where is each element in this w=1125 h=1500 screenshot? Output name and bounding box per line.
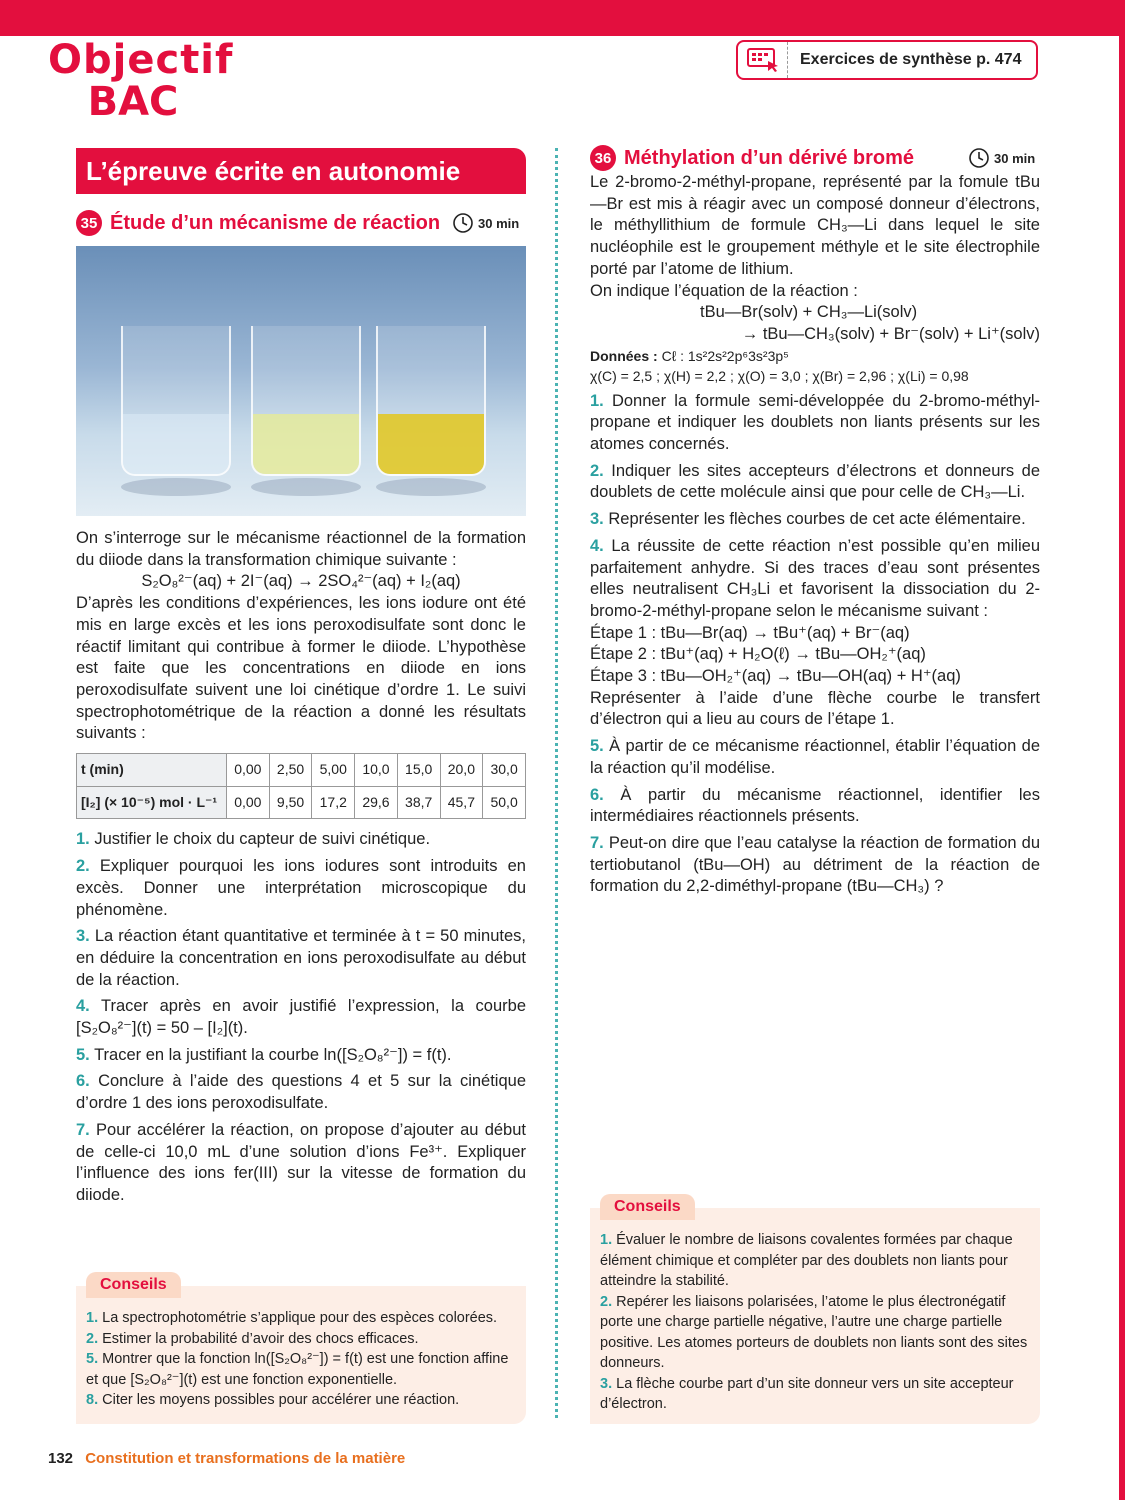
top-red-bar [0, 0, 1125, 36]
ex35-conseils-box [76, 1276, 526, 1424]
ex36-data: Données : Cℓ : 1s²2s²2p⁶3s²3p⁵ [590, 347, 789, 364]
question: 3. La réaction étant quantitative et terminée à t = 50 minutes, en déduire la concentration en ions peroxodisulfate au début de la réaction. [76, 927, 526, 989]
touch-screen-icon [738, 42, 788, 78]
beaker-yellow [376, 326, 486, 476]
objectif-bac-logo: Objectif BAC [48, 37, 234, 125]
table-row: t (min) 0,00 2,50 5,00 10,0 15,0 20,0 30,0 [77, 754, 526, 787]
exercise-36-body [590, 172, 1040, 903]
question: 4. Tracer après en avoir justifié l’expression, la courbe [S₂O₈²⁻](t) = 50 – [I₂](t). [76, 997, 526, 1038]
question: 4. La réussite de cette réaction n’est possible qu’en milieu parfaitement anhydre. Si des traces d’eau sont présentes elles neutralisent CH₃Li et favorisent la dissociation du 2-bromo-2-méthyl-propane selon le mécanisme suivant : [590, 536, 1040, 620]
question: 3. Représenter les flèches courbes de cet acte élémentaire. [590, 510, 1026, 529]
exercise-title: Méthylation d’un dérivé bromé [624, 146, 915, 169]
mechanism-step: Étape 1 : tBu—Br(aq) → tBu⁺(aq) + Br⁻(aq) [590, 623, 910, 642]
synthesis-exercises-link[interactable] [736, 40, 1038, 80]
page-footer [48, 1450, 405, 1467]
question: 1. Donner la formule semi-développée du 2-bromo-méthyl-propane et indiquer les doublets non liants présents sur les atomes concernés. [590, 391, 1040, 454]
ex36-eq-line2: → tBu—CH₃(solv) + Br⁻(solv) + Li⁺(solv) [741, 324, 1040, 343]
ex36-eq-line1: tBu—Br(solv) + CH₃—Li(solv) [700, 303, 918, 322]
exercise-title: Étude d’un mécanisme de réaction [110, 211, 441, 234]
kinetics-table [76, 753, 526, 819]
mechanism-step: Étape 3 : tBu—OH₂⁺(aq) → tBu—OH(aq) + H⁺(aq) [590, 667, 961, 686]
ex35-hypothesis: D’après les conditions d’expériences, les ions iodure ont été mis en large excès et les ions peroxodisulfate sont donc le réactif limitant qui contribue à former le diiode. L’hypothèse est faite que les concentrations en diiode en ions peroxodisulfate suivent une loi cinétique d’ordre 1. Le suivi spectrophotométrique de la réaction a donné les résultats suivants : [76, 594, 526, 743]
table-header-time: t (min) [77, 754, 227, 787]
question: 5. Tracer en la justifiant la courbe ln([S₂O₈²⁻]) = f(t). [76, 1045, 452, 1064]
question: 6. À partir du mécanisme réactionnel, identifier les intermédiaires réactionnels présents. [590, 785, 1040, 826]
ex35-intro: On s’interroge sur le mécanisme réactionnel de la formation du diiode dans la transformation chimique suivante : [76, 529, 526, 569]
table-row: [I₂] (× 10⁻⁵) mol · L⁻¹ 0,00 9,50 17,2 29,6 38,7 45,7 50,0 [77, 786, 526, 819]
ex36-electronegativity: χ(C) = 2,5 ; χ(H) = 2,2 ; χ(O) = 3,0 ; χ(Br) = 2,96 ; χ(Li) = 0,98 [590, 367, 969, 384]
hint: 2. Estimer la probabilité d’avoir des chocs efficaces. [86, 1330, 419, 1347]
conseils-label: Conseils [600, 1194, 695, 1220]
ex36-intro: Le 2-bromo-2-méthyl-propane, représenté par la fomule tBu—Br est mis à réagir avec un composé donneur d’électrons, le méthyllithium de formule CH₃—Li dans lequel le site nucléophile est le groupement méthyle et le site électrophile porté par l’atome de lithium. [590, 173, 1040, 278]
question: 1. Justifier le choix du capteur de suivi cinétique. [76, 830, 431, 849]
question: 7. Pour accélérer la réaction, on propose d’ajouter au début de celle-ci 10,0 mL d’une solution d’ions Fe³⁺. Expliquer l’influence des ions fer(III) sur la vitesse de formation du diiode. [76, 1120, 526, 1204]
question: 2. Expliquer pourquoi les ions iodures sont introduits en excès. Donner une interprétation microscopique du phénomène. [76, 857, 526, 919]
exercise-35-body [76, 528, 526, 1212]
right-red-bar [1119, 0, 1125, 1500]
ex36-conseils-box [590, 1198, 1040, 1424]
chapter-title: Constitution et transformations de la matière [85, 1450, 406, 1467]
clock-icon [452, 212, 474, 234]
exercise-35-header [76, 210, 440, 236]
column-divider [555, 148, 558, 1418]
mechanism-step: Étape 2 : tBu⁺(aq) + H₂O(ℓ) → tBu—OH₂⁺(aq) [590, 645, 926, 664]
hint: 2. Repérer les liaisons polarisées, l’atome le plus électronégatif porte une charge partielle négative, l’autre une charge partielle positive. Les atomes porteurs de doublets non liants sont des sites donneurs. [600, 1293, 1028, 1371]
beaker-clear [121, 326, 231, 476]
table-header-concentration: [I₂] (× 10⁻⁵) mol · L⁻¹ [77, 786, 227, 819]
hint: 1. Évaluer le nombre de liaisons covalentes formées par chaque élément chimique et compléter par des doublets non liants pour atteindre la stabilité. [600, 1232, 1013, 1289]
exercise-35-timer: 30 min [452, 212, 519, 234]
question-continued: Représenter à l’aide d’une flèche courbe le transfert d’électron qui a lieu au cours de l’étape 1. [590, 688, 1040, 729]
clock-icon [968, 147, 990, 169]
beaker-pale-yellow [251, 326, 361, 476]
exercise-number-badge: 36 [590, 145, 616, 171]
ex35-equation: S₂O₈²⁻(aq) + 2I⁻(aq) → 2SO₄²⁻(aq) + I₂(aq) [141, 572, 461, 591]
synthesis-link-label: Exercices de synthèse p. 474 [800, 51, 1022, 68]
question: 7. Peut-on dire que l’eau catalyse la réaction de formation du tertiobutanol (tBu—OH) au détriment de la réaction de formation du 2,2-diméthyl-propane (tBu—CH₃) ? [590, 833, 1040, 896]
page-number: 132 [48, 1450, 74, 1467]
beakers-photo [76, 246, 526, 516]
hint: 1. La spectrophotométrie s’applique pour des espèces colorées. [86, 1310, 498, 1326]
exercise-number-badge: 35 [76, 210, 102, 236]
exercise-36-header [590, 145, 914, 171]
question: 5. À partir de ce mécanisme réactionnel, établir l’équation de la réaction qu’il modélise. [590, 737, 1040, 777]
section-title: L’épreuve écrite en autonomie [76, 148, 526, 194]
exercise-36-timer: 30 min [968, 147, 1035, 169]
ex36-eq-intro: On indique l’équation de la réaction : [590, 281, 858, 300]
hint: 3. La flèche courbe part d’un site donneur vers un site accepteur d’électron. [600, 1375, 1014, 1412]
hint: 8. Citer les moyens possibles pour accélérer une réaction. [86, 1392, 460, 1408]
question: 2. Indiquer les sites accepteurs d’électrons et donneurs de doublets de cette molécule ainsi que pour celle de CH₃—Li. [590, 461, 1040, 502]
question: 6. Conclure à l’aide des questions 4 et 5 sur la cinétique d’ordre 1 des ions peroxodisulfate. [76, 1072, 526, 1113]
conseils-label: Conseils [86, 1272, 181, 1298]
hint: 5. Montrer que la fonction ln([S₂O₈²⁻]) = f(t) est une fonction affine et que [S₂O₈²⁻](t) est une fonction exponentielle. [86, 1351, 509, 1388]
